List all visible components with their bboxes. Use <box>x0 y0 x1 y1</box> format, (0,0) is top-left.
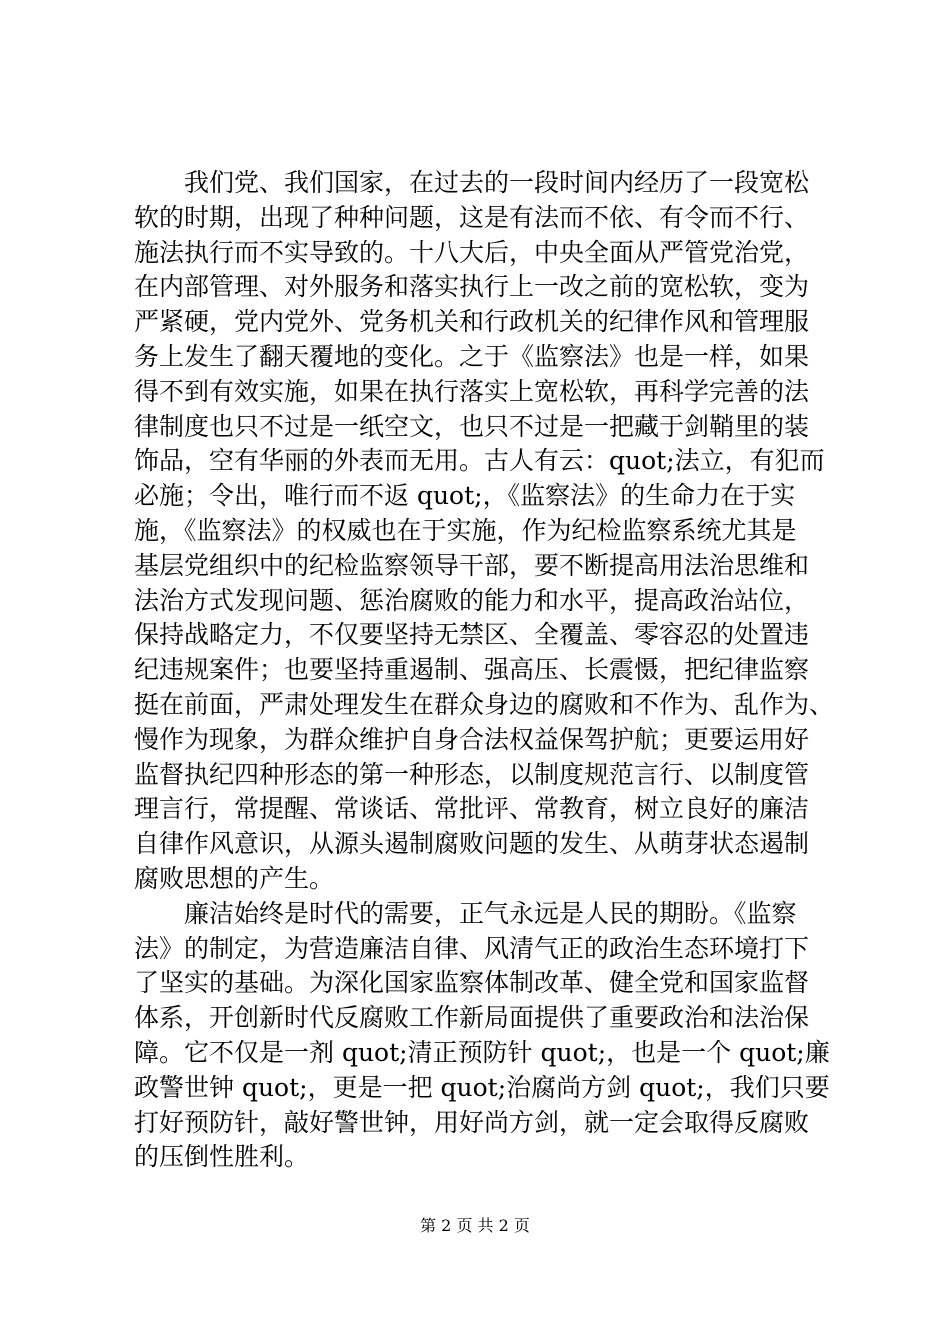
document-body <box>134 166 849 1175</box>
text-line: 我们党、我们国家，在过去的一段时间内经历了一段宽松 <box>184 168 810 197</box>
text-line: 的压倒性胜利。 <box>134 1142 310 1172</box>
text-line: 法治方式发现问题、惩治腐败的能力和水平，提高政治站位， <box>134 585 810 615</box>
text-line: 挺在前面，严肃处理发生在群众身边的腐败和不作为、乱作为、 <box>134 689 835 719</box>
text-line: 障。它不仅是一剂 quot;清正预防针 quot;，也是一个 quot;廉 <box>134 1037 830 1067</box>
text-line: 保持战略定力，不仅要坚持无禁区、全覆盖、零容忍的处置违 <box>134 620 810 650</box>
text-line: 廉洁始终是时代的需要，正气永远是人民的期盼。《监察 <box>184 898 797 928</box>
text-line: 务上发生了翻天覆地的变化。之于《监察法》也是一样，如果 <box>134 341 810 371</box>
text-line: 监督执纪四种形态的第一种形态，以制度规范言行、以制度管 <box>134 759 810 789</box>
text-line: 了坚实的基础。为深化国家监察体制改革、健全党和国家监督 <box>134 968 810 998</box>
text-line: 慢作为现象，为群众维护自身合法权益保驾护航；更要运用好 <box>134 724 810 754</box>
text-line: 必施；令出，唯行而不返 quot;，《监察法》的生命力在于实 <box>134 481 796 511</box>
text-line: 腐败思想的产生。 <box>134 863 335 893</box>
text-line: 饰品，空有华丽的外表而无用。古人有云：quot;法立，有犯而 <box>134 446 825 476</box>
text-line: 在内部管理、对外服务和落实执行上一改之前的宽松软，变为 <box>134 272 810 302</box>
text-line: 政警世钟 quot;，更是一把 quot;治腐尚方剑 quot;，我们只要 <box>134 1072 830 1102</box>
text-line: 律制度也只不过是一纸空文，也只不过是一把藏于剑鞘里的装 <box>134 411 810 441</box>
text-line: 自律作风意识，从源头遏制腐败问题的发生、从萌芽状态遏制 <box>134 829 810 859</box>
text-line: 打好预防针，敲好警世钟，用好尚方剑，就一定会取得反腐败 <box>134 1107 810 1137</box>
text-line: 法》的制定，为营造廉洁自律、风清气正的政治生态环境打下 <box>134 933 810 963</box>
paragraph <box>134 897 849 1175</box>
text-line: 得不到有效实施，如果在执行落实上宽松软，再科学完善的法 <box>134 376 810 406</box>
text-line: 严紧硬，党内党外、党务机关和行政机关的纪律作风和管理服 <box>134 307 810 337</box>
text-line: 纪违规案件；也要坚持重遏制、强高压、长震慑，把纪律监察 <box>134 655 810 685</box>
paragraph <box>134 166 849 897</box>
text-line: 施法执行而不实导致的。十八大后，中央全面从严管党治党， <box>134 237 810 267</box>
text-line: 施，《监察法》的权威也在于实施，作为纪检监察系统尤其是 <box>134 515 797 545</box>
text-line: 理言行，常提醒、常谈话、常批评、常教育，树立良好的廉洁 <box>134 794 810 824</box>
text-line: 软的时期，出现了种种问题，这是有法而不依、有令而不行、 <box>134 202 810 232</box>
text-line: 体系，开创新时代反腐败工作新局面提供了重要政治和法治保 <box>134 1003 810 1033</box>
text-line: 基层党组织中的纪检监察领导干部，要不断提高用法治思维和 <box>134 550 810 580</box>
page-footer: 第 2 页 共 2 页 <box>420 1216 530 1235</box>
